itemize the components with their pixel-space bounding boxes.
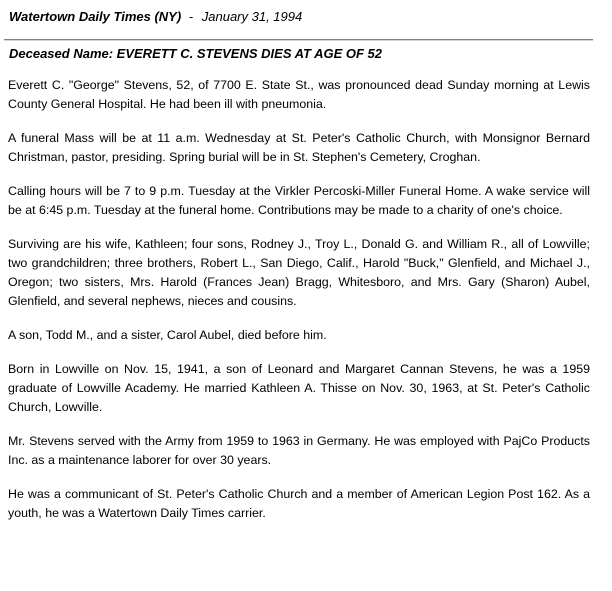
- publication-name: Watertown Daily Times (NY): [9, 9, 182, 24]
- header-separator: -: [188, 9, 194, 24]
- article-paragraph: A son, Todd M., and a sister, Carol Aubel, died before him.: [8, 328, 327, 342]
- article-paragraph: Calling hours will be 7 to 9 p.m. Tuesday at the Virkler Percoski-Miller Funeral Home. A wake service will be at 6:45 p.m. Tuesday at the funeral home. Contributions may be made to a charity of one's choice.: [8, 184, 590, 217]
- article-paragraph: He was a communicant of St. Peter's Catholic Church and a member of American Legion Post 162. As a youth, he was a Watertown Daily Times carrier.: [8, 487, 590, 520]
- header-divider: [4, 39, 593, 41]
- article-paragraph: A funeral Mass will be at 11 a.m. Wednesday at St. Peter's Catholic Church, with Monsignor Bernard Christman, pastor, presiding. Spring burial will be in St. Stephen's Cemetery, Croghan.: [8, 131, 590, 164]
- article-title: Deceased Name: EVERETT C. STEVENS DIES AT AGE OF 52: [9, 46, 383, 61]
- publication-date: January 31, 1994: [201, 9, 303, 24]
- article-body: [8, 76, 590, 538]
- publication-header: [9, 9, 599, 25]
- article-paragraph: Mr. Stevens served with the Army from 1959 to 1963 in Germany. He was employed with PajCo Products Inc. as a maintenance laborer for over 30 years.: [8, 434, 590, 467]
- article-paragraph: Born in Lowville on Nov. 15, 1941, a son of Leonard and Margaret Cannan Stevens, he was a 1959 graduate of Lowville Academy. He married Kathleen A. Thisse on Nov. 30, 1963, at St. Peter's Catholic Church, Lowville.: [8, 362, 590, 414]
- article-paragraph: Everett C. "George" Stevens, 52, of 7700 E. State St., was pronounced dead Sunday morning at Lewis County General Hospital. He had been ill with pneumonia.: [8, 78, 590, 111]
- article-paragraph: Surviving are his wife, Kathleen; four sons, Rodney J., Troy L., Donald G. and William R., all of Lowville; two grandchildren; three brothers, Robert L., San Diego, Calif., Harold "Buck," Glenfield, and Michael J., Oregon; two sisters, Mrs. Harold (Frances Jean) Bragg, Whitesboro, and Mrs. Gary (Sharon) Aubel, Glenfield, and several nephews, nieces and cousins.: [8, 237, 590, 308]
